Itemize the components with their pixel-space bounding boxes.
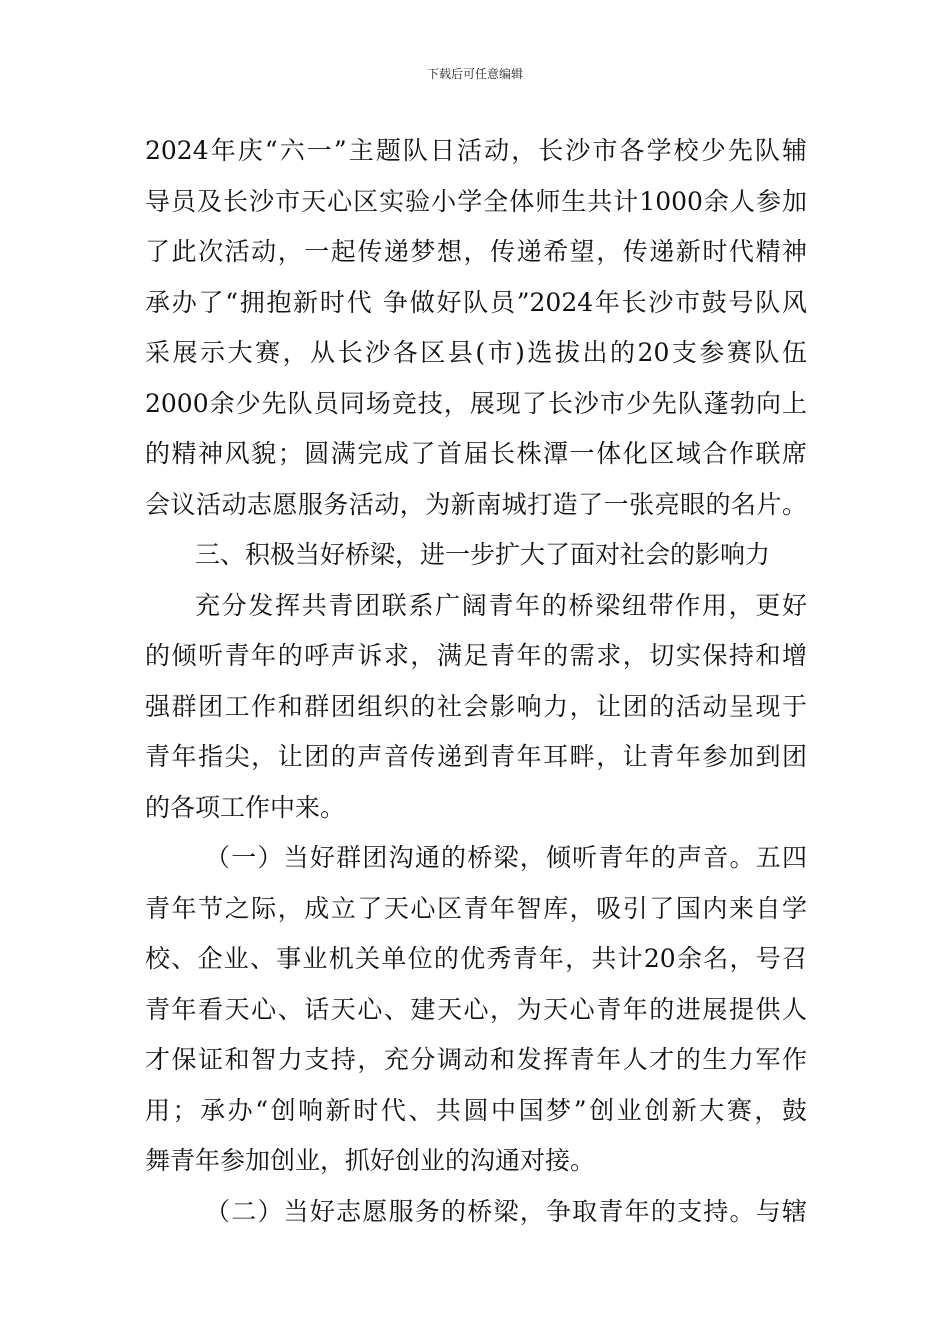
text-line: 青年节之际，成立了天心区青年智库，吸引了国内来自学	[145, 893, 807, 923]
text-line: 承办了“拥抱新时代 争做好队员”2024年长沙市鼓号队风	[145, 287, 807, 317]
text-line: 2024年庆“六一”主题队日活动，长沙市各学校少先队辅	[145, 136, 807, 165]
document-body	[145, 126, 807, 1237]
text-line: 校、企业、事业机关单位的优秀青年，共计20余名，号召	[145, 944, 807, 973]
text-line: 青年看天心、话天心、建天心，为天心青年的进展提供人	[145, 994, 807, 1024]
text-line: 充分发挥共青团联系广阔青年的桥梁纽带作用，更好	[195, 590, 807, 620]
subsection-line: （二）当好志愿服务的桥梁，争取青年的支持。与辖	[205, 1196, 807, 1226]
text-line: 了此次活动，一起传递梦想，传递希望，传递新时代精神	[145, 237, 807, 266]
text-line: 的倾听青年的呼声诉求，满足青年的需求，切实保持和增	[145, 641, 807, 670]
text-line: 采展示大赛，从长沙各区县(市)选拔出的20支参赛队伍	[145, 338, 807, 367]
text-line: 舞青年参加创业，抓好创业的沟通对接。	[145, 1146, 596, 1175]
text-line: 强群团工作和群团组织的社会影响力，让团的活动呈现于	[145, 691, 807, 721]
text-line: 青年指尖，让团的声音传递到青年耳畔，让青年参加到团	[145, 742, 807, 771]
text-line: 的各项工作中来。	[145, 792, 346, 822]
text-line: 的精神风貌；圆满完成了首届长株潭一体化区域合作联席	[145, 439, 807, 468]
section-heading: 三、积极当好桥梁，进一步扩大了面对社会的影响力	[195, 540, 771, 569]
text-line: 用；承办“创响新时代、共圆中国梦”创业创新大赛，鼓	[145, 1095, 807, 1125]
page-header-note: 下载后可任意编辑	[426, 67, 523, 81]
text-line: 才保证和智力支持，充分调动和发挥青年人才的生力军作	[145, 1045, 807, 1074]
text-line: 会议活动志愿服务活动，为新南城打造了一张亮眼的名片。	[145, 489, 807, 519]
subsection-line: （一）当好群团沟通的桥梁，倾听青年的声音。五四	[205, 843, 807, 872]
text-line: 2000余少先队员同场竞技，展现了长沙市少先队蓬勃向上	[145, 388, 807, 418]
text-line: 导员及长沙市天心区实验小学全体师生共计1000余人参加	[145, 186, 807, 216]
